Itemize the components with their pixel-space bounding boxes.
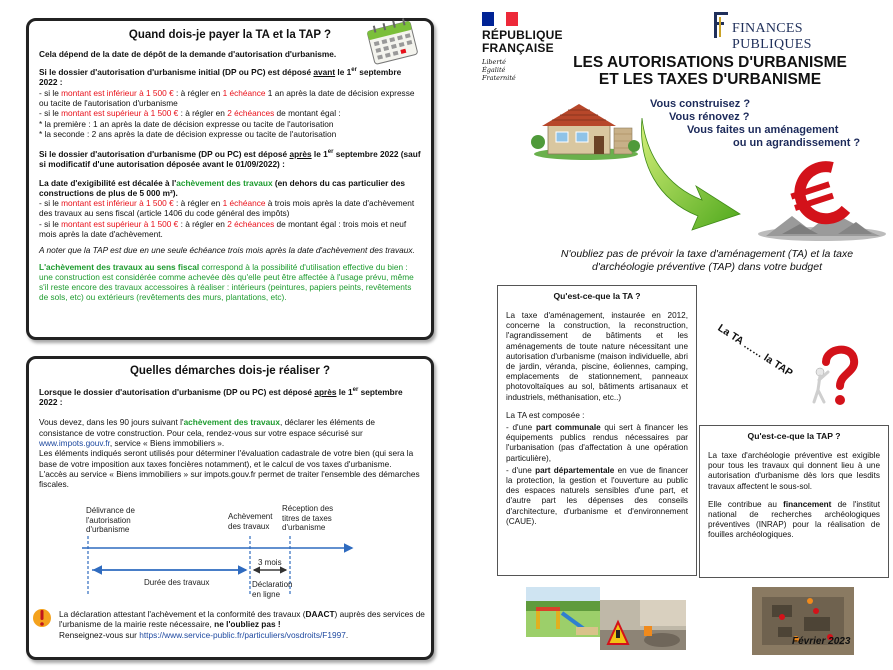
daact-block: La déclaration attestant l'achèvement et la conformité des travaux (DAACT) auprès des services de l'urbanisme de la mairie reste nécessaire, ne l'oubliez pas ! Renseignez-vous sur https://www.service-public.fr/particuliers/vosdroits/F1997. — [59, 609, 425, 640]
after-line-1: - si le montant est inférieur à 1 500 € : à régler en 1 échéance à trois mois après la date d'achèvement des travaux au sens fiscal (article 1406 du code général des impôts) — [39, 198, 415, 219]
timeline-diagram — [62, 494, 362, 602]
tap-box-p1: La taxe d'archéologie préventive est exigible pour tous les travaux qui donnent lieu à une autorisation d'urbanisme dès lors que lesdits travaux affectent le sous-sol. — [708, 451, 880, 491]
when-intro: Cela dépend de la date de dépôt de la demande d'autorisation d'urbanisme. — [39, 49, 337, 59]
ta-box-p2: La TA est composée : — [506, 410, 585, 420]
ta-box-p1: La taxe d'aménagement, instaurée en 2012, concerne la construction, la reconstruction, l'agrandissement de bâtiments et les aménagements de toute nature nécessitant une autorisation d'urbanisme (maison individuelle, abri de jardin, véranda, piscine, éoliennes, camping, emplacements de stationnement, panneaux photovoltaïques au sol, bâtiments artisanaux et industriels, méthanisation, etc..) — [506, 311, 688, 402]
before-heading: Si le dossier d'autorisation d'urbanisme initial (DP ou PC) est déposé avant le 1er septembre 2022 : — [39, 67, 402, 88]
fp-name: FINANCES PUBLIQUES — [732, 21, 812, 52]
euro-symbol-illustration — [752, 154, 886, 242]
ta-box-communal: - d'une part communale qui sert à financer les équipements publics rendus nécessaires par l'urbanisation (pas d'affectation à une opération particulière), — [506, 423, 688, 463]
timeline-reception-label: Réception des titres de taxes d'urbanisme — [282, 504, 334, 532]
steps-body: Vous devez, dans les 90 jours suivant l'achèvement des travaux, déclarer les éléments de consistance de votre construction. Pour cela, rendez-vous sur votre espace sécurisé sur www.impots.gouv.fr, service « Biens immobiliers ». Les éléments indiqués seront utilisés pour déterminer l'évaluation cadastrale de votre bien (qui sera la base de votre imposition aux taxes foncières notamment), et le calcul de vos taxes d'urbanisme. L'accès au service « Biens immobiliers » sur impots.gouv.fr permet de traiter l'ensemble des démarches fiscales. — [39, 417, 420, 490]
steps-panel-title: Quelles démarches dois-je réaliser ? — [129, 365, 331, 377]
steps-intro: Lorsque le dossier d'autorisation d'urbanisme (DP ou PC) est déposé après le 1er septembre 2022 : — [39, 386, 403, 408]
rf-motto: Liberté Égalité Fraternité — [482, 58, 516, 82]
ta-box-title: Qu'est-ce-que la TA ? — [553, 291, 641, 301]
ta-tap-label: La TA …… la TAP — [715, 322, 795, 380]
steps-body-3: L'accès au service « Biens immobiliers » sur impots.gouv.fr permet de traiter l'ensemble des démarches fiscales. — [39, 468, 420, 490]
steps-body-2: Les éléments indiqués seront utilisés pour déterminer l'évaluation cadastrale de votre bien (qui sera la base de votre imposition aux taxes foncières notamment), et le calcul de vos taxes d'urbanisme. — [39, 448, 414, 469]
before-line-2: - si le montant est supérieur à 1 500 € : à régler en 2 échéances de montant égal : — [39, 108, 341, 119]
roadworks-photo — [600, 600, 686, 650]
warning-icon — [32, 605, 52, 631]
fp-emblem-icon — [710, 10, 730, 40]
impots-link[interactable]: www.impots.gouv.fr — [39, 437, 110, 448]
timeline-duration-label: Durée des travaux — [144, 578, 210, 587]
house-illustration — [530, 98, 642, 160]
question-build: Vous construisez ? — [650, 98, 751, 110]
calendar-icon — [358, 16, 424, 66]
fiscal-definition: L'achèvement des travaux au sens fiscal correspond à la possibilité d'utilisation effective du bien : une construction est considérée comme achevée dès qu'elle peut être affectée à l'usage prévu, même s'il reste encore des travaux accessoires à réaliser : intérieurs (peintures, papiers peints, revêtements de sols, etc) ou extérieurs (revêtements des murs, plantations, etc). — [39, 261, 414, 303]
ta-definition-box — [497, 285, 697, 576]
question-mark-figure-icon — [808, 342, 868, 408]
finances-publiques-logo — [710, 10, 885, 52]
publication-date: Février 2023 — [792, 636, 851, 647]
after-line-2: - si le montant est supérieur à 1 500 € : à régler en 2 échéances de montant égal : trois mois et neuf mois après la date d'achèvement. — [39, 218, 407, 239]
tap-note: A noter que la TAP est due en une seule échéance trois mois après la date d'achèvement des travaux. — [39, 245, 415, 256]
question-development: Vous faites un aménagement — [687, 124, 839, 136]
rf-name: RÉPUBLIQUE FRANÇAISE — [482, 28, 563, 55]
question-extension: ou un agrandissement ? — [733, 137, 861, 149]
playground-photo — [526, 587, 600, 637]
before-sept-block — [39, 65, 421, 139]
timeline-delivery-label: Délivrance de l'autorisation d'urbanisme — [86, 506, 135, 534]
question-renovate: Vous rénovez ? — [669, 111, 750, 123]
tap-box-title: Qu'est-ce-que la TAP ? — [747, 431, 841, 441]
timeline-three-months-label: 3 mois — [258, 558, 282, 567]
before-line-3: * la première : 1 an après la date de décision expresse ou tacite de l'autorisation — [39, 118, 334, 129]
timeline-completion-label: Achèvement des travaux — [228, 512, 273, 531]
exigibility-line: La date d'exigibilité est décalée à l'achèvement des travaux (en dehors du cas particulier des constructions de plus de 5 000 m²). — [39, 177, 405, 198]
tap-definition-box — [699, 425, 889, 578]
green-arrow-illustration — [636, 114, 744, 234]
after-sept-block — [39, 178, 421, 240]
service-public-link[interactable]: https://www.service-public.fr/particuliers/vosdroits/F1997 — [139, 629, 346, 640]
main-title: LES AUTORISATIONS D'URBANISME ET LES TAXES D'URBANISME — [573, 54, 847, 88]
before-line-1: - si le montant est inférieur à 1 500 € : à régler en 1 échéance 1 an après la date de décision expresse ou tacite de l'autorisation d'urbanisme — [39, 87, 415, 108]
before-line-4: * la seconde : 2 ans après la date de décision expresse ou tacite de l'autorisation — [39, 128, 337, 139]
after-heading: Si le dossier d'autorisation d'urbanisme (DP ou PC) est déposé après le 1er septembre 2022 (sauf si modificatif d'une autorisation déposée avant le 01/09/2022) : — [39, 148, 421, 170]
when-to-pay-panel — [26, 18, 434, 340]
when-panel-title: Quand dois-je payer la TA et la TAP ? — [128, 29, 332, 41]
tap-box-p2: Elle contribue au financement de l'institut national de recherches archéologiques préventives (INRAP) pour la réalisation de fouilles archéologiques. — [708, 499, 881, 540]
ta-box-departmental: - d'une part départementale en vue de financer la protection, la gestion et l'ouverture au public des espaces naturels sensibles d'une part, et d'autre part les dépenses des conseils d'architecture, d'urbanisme et d'environnement (CAUE). — [506, 465, 688, 526]
budget-reminder: N'oubliez pas de prévoir la taxe d'aménagement (TA) et la taxe d'archéologie préventive (TAP) dans votre budget — [560, 248, 854, 273]
timeline-online-label: Déclaration en ligne — [252, 580, 293, 599]
french-flag-icon — [482, 12, 518, 26]
